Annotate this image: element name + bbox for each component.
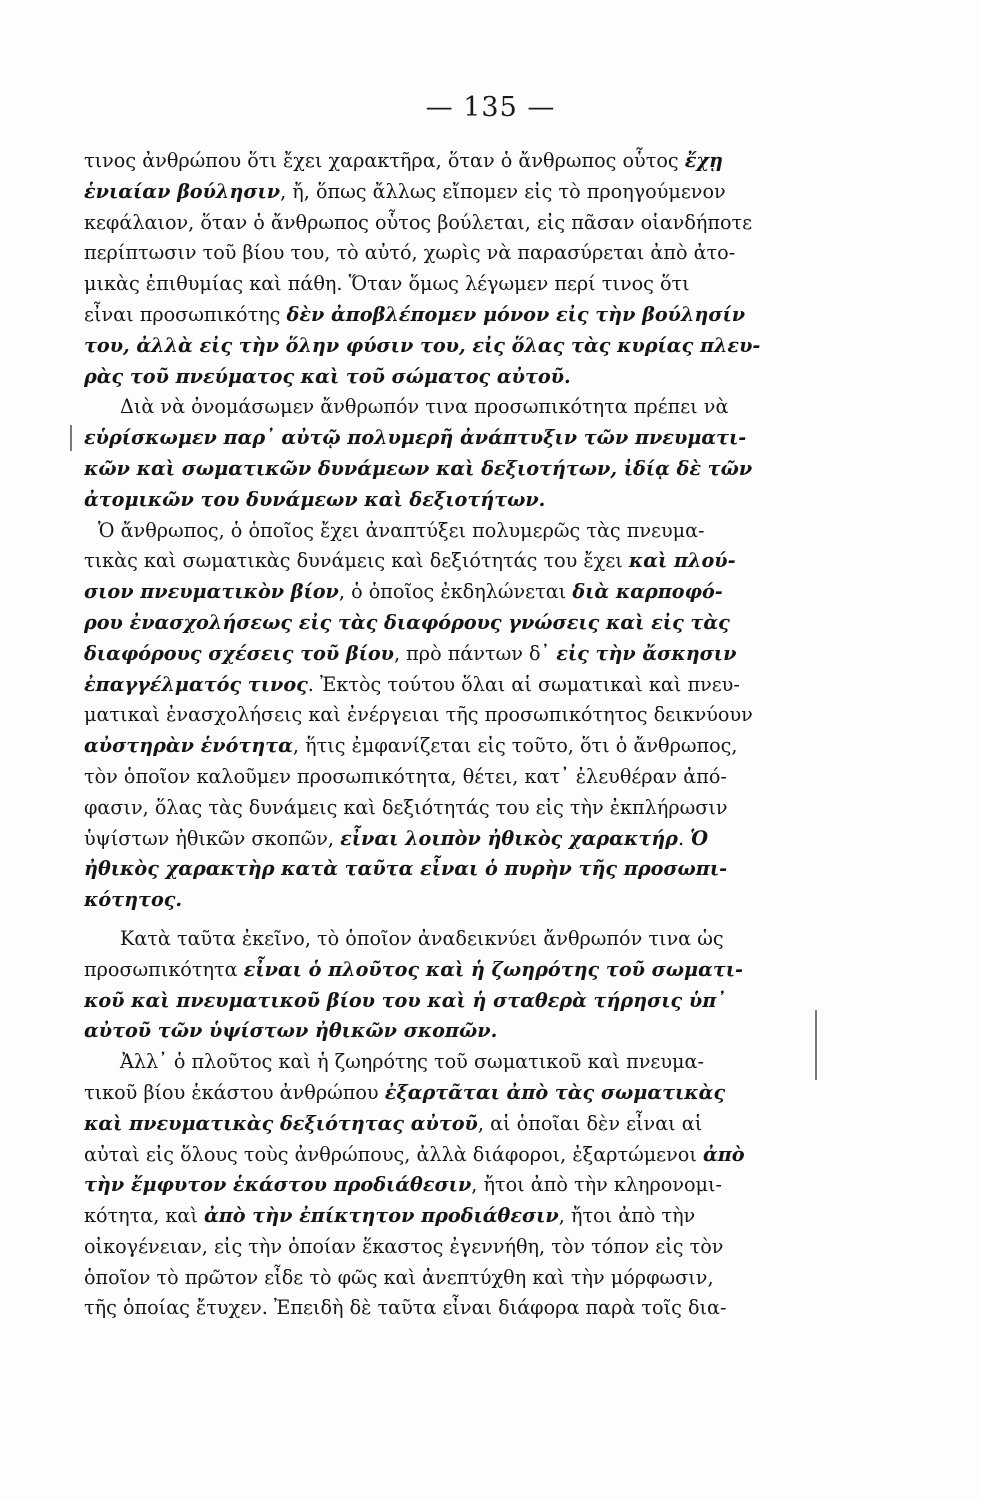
emphasis-text: εἶναι λοιπὸν ἠθικὸς χαρακτήρ — [340, 826, 678, 850]
text-line — [84, 700, 822, 731]
plain-text: ὁποῖον τὸ πρῶτον εἶδε τὸ φῶς καὶ ἀνεπτύχθη καὶ τὴν μόρφωσιν, — [84, 1265, 714, 1289]
emphasis-text: ἔχῃ — [684, 149, 723, 172]
text-line — [84, 885, 822, 916]
text-line — [84, 1263, 822, 1294]
plain-text: . Ἐκτὸς τούτου ὅλαι αἱ σωματικαὶ καὶ πνευ- — [307, 672, 740, 696]
plain-text: εἶναι προσωπικότης — [84, 302, 287, 326]
text-line — [84, 208, 822, 239]
plain-text: τικοῦ βίου ἑκάστου ἀνθρώπου — [84, 1080, 385, 1104]
text-line — [84, 762, 822, 793]
emphasis-text: ἐπαγγέλματός τινος — [84, 672, 308, 696]
plain-text: , ἥτις ἐμφανίζεται εἰς τοῦτο, ὅτι ὁ ἄνθρωπος, — [292, 734, 738, 758]
emphasis-text: Ὁ — [690, 826, 709, 850]
text-line — [84, 238, 822, 269]
emphasis-text: σιον πνευματικὸν βίον — [84, 580, 339, 604]
paragraph — [84, 392, 822, 515]
emphasis-text: κοῦ καὶ πνευματικοῦ βίου του καὶ ἡ σταθερὰ τήρησις ὑπ᾽ — [84, 988, 726, 1012]
plain-text: κότητα, καὶ — [84, 1204, 204, 1228]
emphasis-text: κῶν καὶ σωματικῶν δυνάμεων καὶ δεξιοτήτων, ἰδίᾳ δὲ τῶν — [84, 456, 753, 480]
emphasis-text: δὲν ἀποβλέπομεν μόνον εἰς τὴν βούλησίν — [286, 302, 746, 326]
text-line — [84, 1293, 822, 1324]
text-line — [84, 1170, 822, 1201]
plain-text: οἰκογένειαν, εἰς τὴν ὁποίαν ἕκαστος ἐγεννήθη, τὸν τόπον εἰς τὸν — [84, 1234, 724, 1258]
plain-text: ὑψίστων ἠθικῶν σκοπῶν, — [84, 826, 341, 850]
emphasis-text: διὰ καρποφό- — [572, 580, 723, 604]
text-line — [84, 546, 822, 577]
text-line — [84, 1109, 822, 1140]
text-line — [84, 793, 822, 824]
emphasis-text: καὶ πνευματικὰς δεξιότητας αὐτοῦ — [84, 1111, 478, 1135]
text-line — [84, 731, 822, 762]
emphasis-text: αὐτοῦ τῶν ὑψίστων ἠθικῶν σκοπῶν. — [84, 1019, 498, 1043]
text-line — [84, 516, 822, 547]
text-line — [84, 1016, 822, 1047]
plain-text: τὸν ὁποῖον καλοῦμεν προσωπικότητα, θέτει, κατ᾽ ἐλευθέραν ἀπό- — [84, 764, 727, 788]
plain-text: Ἀλλ᾽ ὁ πλοῦτος καὶ ἡ ζωηρότης τοῦ σωματικοῦ καὶ πνευμα- — [120, 1050, 704, 1074]
text-line — [84, 608, 822, 639]
text-line — [84, 362, 822, 393]
emphasis-text: ἀπὸ τὴν ἐπίκτητον προδιάθεσιν — [204, 1204, 559, 1228]
plain-text: τικὰς καὶ σωματικὰς δυνάμεις καὶ δεξιότητάς του ἔχει — [84, 549, 629, 573]
text-line — [84, 639, 822, 670]
text-line — [84, 1140, 822, 1171]
emphasis-text: εἰς τὴν ἄσκησιν — [556, 641, 737, 665]
text-line — [84, 146, 822, 177]
plain-text: περίπτωσιν τοῦ βίου του, τὸ αὐτό, χωρὶς νὰ παρασύρεται ἀπὸ ἀτο- — [84, 241, 736, 265]
text-line — [84, 1047, 822, 1078]
text-line — [84, 986, 822, 1017]
text-line — [84, 331, 822, 362]
emphasis-text: εὑρίσκωμεν παρ᾽ αὐτῷ πολυμερῆ ἀνάπτυξιν τῶν πνευματι- — [84, 426, 747, 450]
emphasis-text: αὐστηρὰν ἑνότητα — [84, 734, 293, 758]
plain-text: αὐταὶ εἰς ὅλους τοὺς ἀνθρώπους, ἀλλὰ διάφοροι, ἐξαρτώμενοι — [84, 1142, 703, 1166]
paragraph-spacer — [84, 916, 822, 924]
plain-text: , πρὸ πάντων δ᾽ — [393, 641, 557, 665]
text-line — [84, 1232, 822, 1263]
text-line — [84, 1201, 822, 1232]
paragraph — [84, 146, 822, 392]
plain-text: , ὁ ὁποῖος ἐκδηλώνεται — [338, 580, 573, 604]
plain-text: Κατὰ ταῦτα ἐκεῖνο, τὸ ὁποῖον ἀναδεικνύει ἄνθρωπόν τινα ὡς — [120, 926, 724, 950]
body-text — [84, 146, 822, 1324]
plain-text: Διὰ νὰ ὀνομάσωμεν ἄνθρωπόν τινα προσωπικότητα πρέπει νὰ — [120, 395, 729, 419]
plain-text: μικὰς ἐπιθυμίας καὶ πάθη. Ὅταν ὅμως λέγωμεν περί τινος ὅτι — [84, 272, 690, 296]
plain-text: , αἱ ὁποῖαι δὲν εἶναι αἱ — [477, 1111, 703, 1135]
emphasis-text: ἀπὸ — [702, 1142, 745, 1166]
text-line — [84, 454, 822, 485]
plain-text: , ἤτοι ἀπὸ τὴν — [558, 1204, 696, 1228]
paragraph — [84, 1047, 822, 1324]
page-number: — 135 — — [425, 92, 556, 123]
emphasis-text: καὶ πλού- — [628, 549, 736, 573]
text-line — [84, 854, 822, 885]
plain-text: φασιν, ὅλας τὰς δυνάμεις καὶ δεξιότητάς του εἰς τὴν ἐκπλήρωσιν — [84, 795, 728, 819]
plain-text: ματικαὶ ἐνασχολήσεις καὶ ἐνέργειαι τῆς προσωπικότητος δεικνύουν — [84, 703, 753, 727]
text-line — [84, 300, 822, 331]
text-line — [84, 485, 822, 516]
emphasis-text: ρου ἐνασχολήσεως εἰς τὰς διαφόρους γνώσεις καὶ εἰς τὰς — [84, 610, 730, 634]
emphasis-text: ἐξαρτᾶται ἀπὸ τὰς σωματικὰς — [384, 1080, 726, 1104]
paragraph — [84, 924, 822, 1047]
text-line — [84, 577, 822, 608]
plain-text: κεφάλαιον, ὅταν ὁ ἄνθρωπος οὗτος βούλεται, εἰς πᾶσαν οἱανδήποτε — [84, 210, 753, 234]
text-line — [84, 423, 822, 454]
paragraph — [84, 516, 822, 916]
margin-mark-right — [815, 1010, 817, 1080]
plain-text: . — [677, 826, 691, 850]
text-line — [84, 824, 822, 855]
text-line — [84, 670, 822, 701]
emphasis-text: εἶναι ὁ πλοῦτος καὶ ἡ ζωηρότης τοῦ σωματι- — [243, 957, 743, 981]
emphasis-text: ἀτομικῶν του δυνάμεων καὶ δεξιοτήτων. — [84, 487, 546, 511]
text-line — [84, 269, 822, 300]
plain-text: τῆς ὁποίας ἔτυχεν. Ἐπειδὴ δὲ ταῦτα εἶναι διάφορα παρὰ τοῖς δια- — [84, 1296, 727, 1320]
text-line — [84, 177, 822, 208]
text-line — [84, 924, 822, 955]
plain-text: προσωπικότητα — [84, 957, 244, 981]
text-line — [84, 392, 822, 423]
plain-text: Ὁ ἄνθρωπος, ὁ ὁποῖος ἔχει ἀναπτύξει πολυμερῶς τὰς πνευμα- — [98, 518, 705, 542]
emphasis-text: του, ἀλλὰ εἰς τὴν ὅλην φύσιν του, εἰς ὅλας τὰς κυρίας πλευ- — [84, 333, 761, 357]
plain-text: , ἤτοι ἀπὸ τὴν κληρονομι- — [471, 1173, 723, 1197]
emphasis-text: κότητος. — [84, 888, 183, 912]
margin-mark-left — [70, 425, 72, 451]
text-line — [84, 955, 822, 986]
text-line — [84, 1078, 822, 1109]
emphasis-text: ρὰς τοῦ πνεύματος καὶ τοῦ σώματος αὐτοῦ. — [84, 364, 571, 388]
emphasis-text: ἑνιαίαν βούλησιν — [84, 179, 281, 203]
plain-text: τινος ἀνθρώπου ὅτι ἔχει χαρακτῆρα, ὅταν ὁ ἄνθρωπος οὗτος — [84, 149, 685, 172]
emphasis-text: τὴν ἔμφυτον ἑκάστου προδιάθεσιν — [84, 1173, 472, 1197]
emphasis-text: ἠθικὸς χαρακτὴρ κατὰ ταῦτα εἶναι ὁ πυρὴν τῆς προσωπι- — [84, 857, 728, 881]
plain-text: , ἤ, ὅπως ἄλλως εἴπομεν εἰς τὸ προηγούμενον — [280, 179, 726, 203]
emphasis-text: διαφόρους σχέσεις τοῦ βίου — [84, 641, 394, 665]
